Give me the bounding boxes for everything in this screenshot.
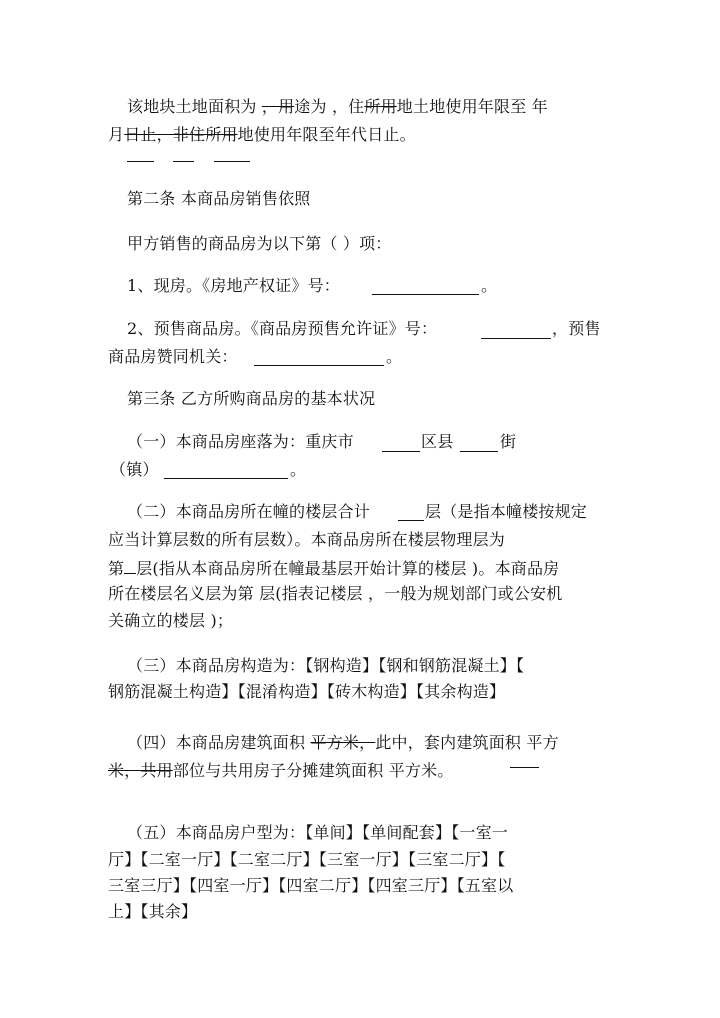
layout-options-line-4: 上】【其余】	[108, 902, 198, 921]
structure-options-line-1: （三）本商品房构造为：【钢构造】【钢和钢筋混凝土】【	[127, 656, 525, 675]
presale-permit-blank	[481, 338, 551, 339]
text-segment: 部位与共用房子分摊建筑面积 平方米。	[172, 761, 454, 780]
punctuation: 。	[386, 347, 403, 366]
building-area-line	[127, 733, 559, 753]
street-blank	[460, 451, 498, 452]
text-segment: 月	[108, 125, 125, 144]
structure-options-line-2: 钢筋混凝土构造】【混淆构造】【砖木构造】【其余构造】	[108, 682, 506, 701]
text-segment: 层(指从本商品房所在幢最基层开始计算的楼层 )。本商品房	[136, 559, 560, 578]
certificate-number-blank	[372, 294, 479, 295]
blank-line	[127, 161, 154, 162]
approval-authority-label: 商品房赞同机关：	[108, 347, 238, 366]
text-segment: 第	[108, 559, 125, 578]
layout-options-line-3: 三室三厅】【四室一厅】【四室二厅】【四室三厅】【五室以	[108, 876, 514, 895]
layout-options-line-1: （五）本商品房户型为：【单间】【单间配套】【一室一	[127, 823, 509, 842]
item-2-presale	[127, 319, 437, 339]
struck-text: ，用	[261, 97, 295, 116]
land-area-line	[127, 97, 548, 117]
town-label: （镇）	[110, 460, 159, 479]
text-segment: （四）本商品房建筑面积	[127, 733, 311, 752]
floor-total-label: （二）本商品房所在幢的楼层合计	[127, 502, 371, 521]
district-blank	[382, 451, 420, 452]
blank-line	[510, 767, 539, 768]
text-segment: 关确立的楼层 )；	[108, 611, 234, 630]
floor-total-blank	[398, 520, 424, 521]
text-segment: 地土地使用年限至 年	[396, 97, 548, 116]
town-blank	[164, 478, 288, 479]
approval-authority-blank	[254, 365, 384, 366]
text-segment: 应当计算层数的所有层数）。本商品房所在楼层物理层为	[108, 530, 506, 549]
text-segment: 此中，套内建筑面积 平方	[375, 733, 559, 752]
punctuation: 。	[290, 460, 307, 479]
blank-line	[214, 161, 250, 162]
location-label: （一）本商品房座落为：重庆市	[127, 432, 354, 451]
text-segment: 2、预售商品房。《商品房预售允许证》号：	[127, 319, 438, 338]
struck-text: 日止，非住所用	[124, 125, 238, 144]
struck-text: 平方米，	[310, 733, 376, 752]
text-segment: 途为 ，住	[294, 97, 365, 116]
text-segment: 该地块土地面积为	[127, 97, 262, 116]
district-label: 区县	[421, 432, 454, 451]
struck-text: 米，共用	[108, 761, 173, 780]
text-segment: 层（是指本幢楼按规定	[425, 502, 588, 521]
physical-floor-blank	[124, 557, 136, 574]
item-1-existing-house	[127, 276, 340, 296]
text-segment: ，预售	[552, 319, 601, 338]
blank-line	[173, 161, 194, 162]
struck-text: 所用	[364, 97, 397, 116]
text-segment: 1、现房。《房地产权证》号：	[127, 276, 340, 295]
land-use-term-line	[108, 125, 416, 145]
physical-floor-line	[108, 557, 559, 579]
street-label: 街	[500, 432, 517, 451]
shared-area-line	[108, 761, 454, 781]
layout-options-line-2: 厅】【二室一厅】【二室二厅】【三室一厅】【三室二厅】【	[108, 850, 506, 869]
article-2-title: 第二条 本商品房销售依照	[127, 189, 311, 208]
punctuation: 。	[481, 276, 498, 295]
text-segment: 地使用年限至年代日止。	[237, 125, 416, 144]
nominal-floor-line: 所在楼层名义层为第 层(指表记楼层 ，一般为规划部门或公安机	[108, 584, 563, 603]
article-2-intro: 甲方销售的商品房为以下第（ ）项：	[127, 234, 392, 253]
article-3-title: 第三条 乙方所购商品房的基本状况	[127, 389, 376, 408]
